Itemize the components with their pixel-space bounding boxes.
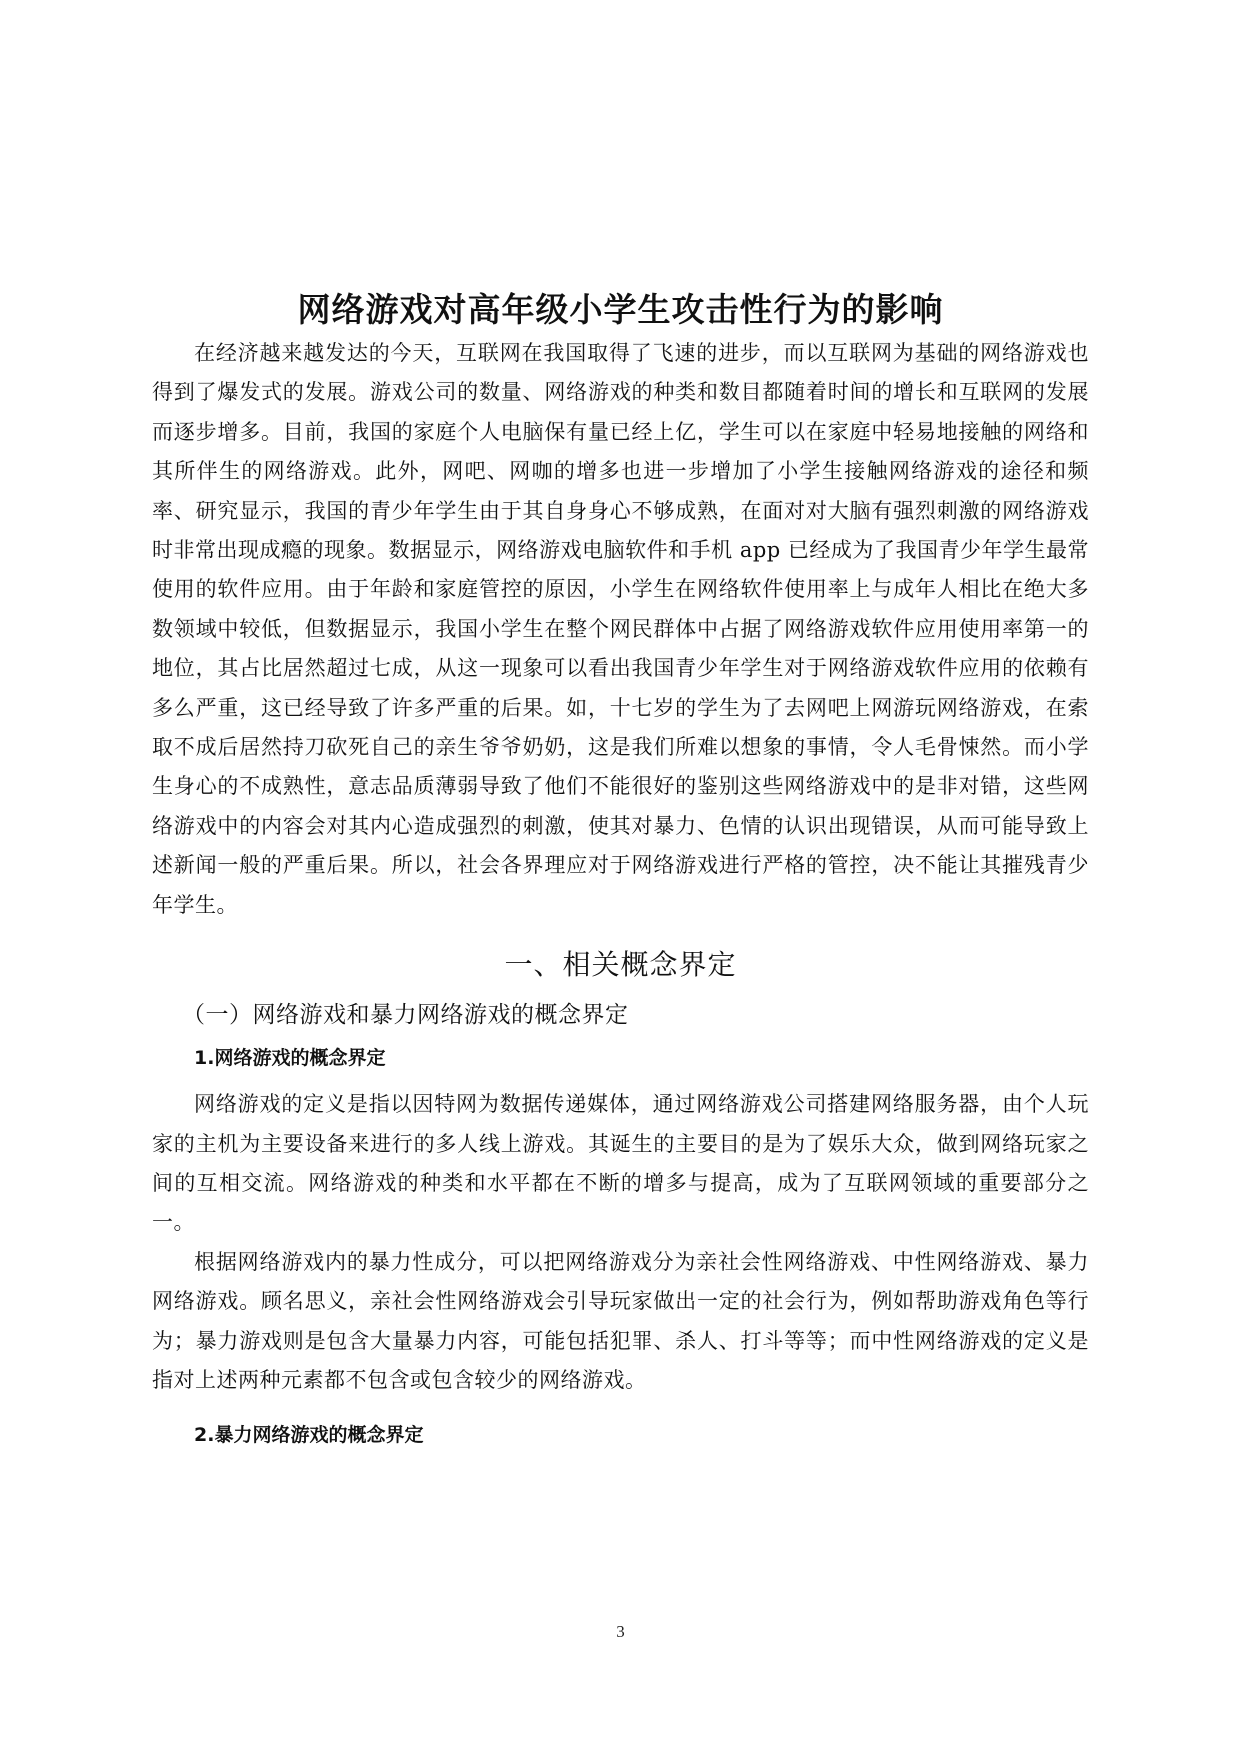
item-heading-1: 1.网络游戏的概念界定: [194, 1047, 386, 1070]
document-title: 网络游戏对高年级小学生攻击性行为的影响: [297, 290, 944, 329]
subsection-heading: （一）网络游戏和暴力网络游戏的概念界定: [182, 1002, 629, 1029]
page-number: 3: [616, 1622, 625, 1641]
document-body: [152, 288, 1089, 1462]
section-heading: 一、相关概念界定: [504, 948, 737, 982]
paragraph-definition: 网络游戏的定义是指以因特网为数据传递媒体，通过网络游戏公司搭建网络服务器，由个人玩家的主机为主要设备来进行的多人线上游戏。其诞生的主要目的是为了娱乐大众，做到网络玩家之间的互相交流。网络游戏的种类和水平都在不断的增多与提高，成为了互联网领域的重要部分之一。: [152, 1092, 1089, 1235]
paragraph-classification: 根据网络游戏内的暴力性成分，可以把网络游戏分为亲社会性网络游戏、中性网络游戏、暴力网络游戏。顾名思义，亲社会性网络游戏会引导玩家做出一定的社会行为，例如帮助游戏角色等行为；暴力游戏则是包含大量暴力内容，可能包括犯罪、杀人、打斗等等；而中性网络游戏的定义是指对上述两种元素都不包含或包含较少的网络游戏。: [152, 1249, 1089, 1392]
item-heading-2: 2.暴力网络游戏的概念界定: [194, 1424, 424, 1447]
intro-paragraph: 在经济越来越发达的今天，互联网在我国取得了飞速的进步，而以互联网为基础的网络游戏也得到了爆发式的发展。游戏公司的数量、网络游戏的种类和数目都随着时间的增长和互联网的发展而逐步增多。目前，我国的家庭个人电脑保有量已经上亿，学生可以在家庭中轻易地接触的网络和其所伴生的网络游戏。此外，网吧、网咖的增多也进一步增加了小学生接触网络游戏的途径和频率、研究显示，我国的青少年学生由于其自身身心不够成熟，在面对对大脑有强烈刺激的网络游戏时非常出现成瘾的现象。数据显示，网络游戏电脑软件和手机 app 已经成为了我国青少年学生最常使用的软件应用。由于年龄和家庭管控的原因，小学生在网络软件使用率上与成年人相比在绝大多数领域中较低，但数据显示，我国小学生在整个网民群体中占据了网络游戏软件应用使用率第一的地位，其占比居然超过七成，从这一现象可以看出我国青少年学生对于网络游戏软件应用的依赖有多么严重，这已经导致了许多严重的后果。如，十七岁的学生为了去网吧上网游玩网络游戏，在索取不成后居然持刀砍死自己的亲生爷爷奶奶，这是我们所难以想象的事情，令人毛骨悚然。而小学生身心的不成熟性，意志品质薄弱导致了他们不能很好的鉴别这些网络游戏中的是非对错，这些网络游戏中的内容会对其内心造成强烈的刺激，使其对暴力、色情的认识出现错误，从而可能导致上述新闻一般的严重后果。所以，社会各界理应对于网络游戏进行严格的管控，决不能让其摧残青少年学生。: [152, 341, 1089, 917]
